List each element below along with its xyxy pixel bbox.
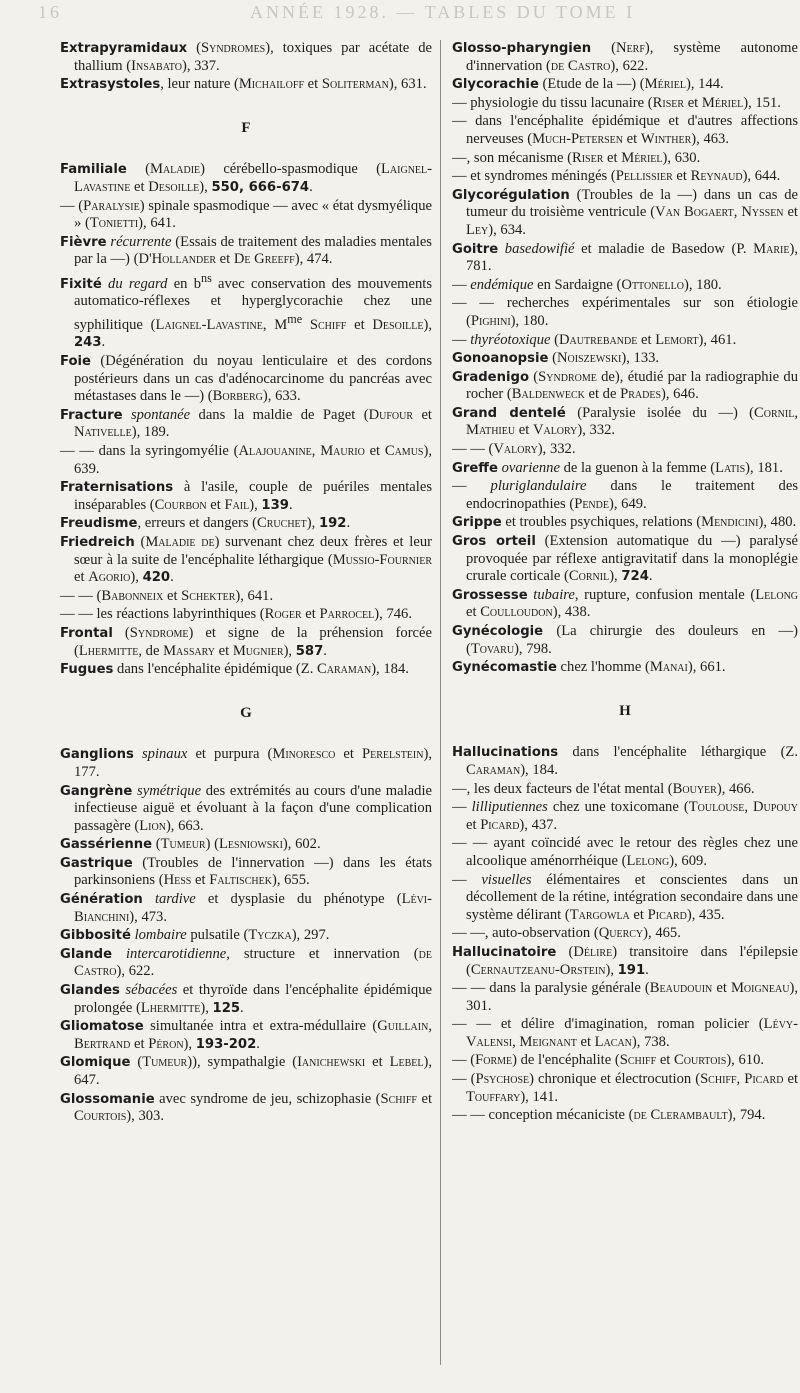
- index-entry: Gynécomastie chez l'homme (Manai), 661.: [452, 659, 726, 676]
- index-entry: — (Forme) de l'encéphalite (Schiff et Courtois), 610.: [452, 1052, 765, 1069]
- index-entry: — thyréotoxique (Dautrebande et Lemort), 461.: [452, 331, 737, 348]
- index-entry: Fixité du regard en $b^{ns}$ avec conservation des mouvements automatico-réflexes et hyperglycorachie chez une syphilitique (Laignel-Lavastine, $M^{me}$ Schiff et Desoille), 243.: [60, 270, 432, 351]
- index-entry: Extrasystoles, leur nature (Michailoff et Soliterman), 631.: [60, 76, 427, 93]
- index-entry: Goitre basedowifié et maladie de Basedow (P. Marie), 781.: [452, 240, 798, 275]
- index-entry: — — (Valory), 332.: [452, 441, 576, 458]
- index-entry: Glomique (Tumeur)), sympathalgie (Ianichewski et Lebel), 647.: [60, 1054, 432, 1088]
- index-entry: — — et délire d'imagination, roman policier (Lévy-Valensi, Meignant et Lacan), 738.: [452, 1016, 798, 1050]
- index-entry: Extrapyramidaux (Syndromes), toxiques par acétate de thallium (Insabato), 337.: [60, 40, 432, 74]
- index-entry: Fugues dans l'encéphalite épidémique (Z. Caraman), 184.: [60, 661, 409, 678]
- index-entry: — — recherches expérimentales sur son étiologie (Pighini), 180.: [452, 295, 798, 329]
- index-entry: — — (Babonneix et Schekter), 641.: [60, 587, 274, 604]
- index-entry: Glossomanie avec syndrome de jeu, schizophasie (Schiff et Courtois), 303.: [60, 1090, 432, 1125]
- right-column: [452, 40, 798, 1126]
- index-entry: — (Paralysie) spinale spasmodique — avec « état dysmyélique » (Tonietti), 641.: [60, 197, 432, 232]
- index-entry: — —, auto-observation (Quercy), 465.: [452, 925, 681, 942]
- index-entry: Gassérienne (Tumeur) (Lesniowski), 602.: [60, 836, 321, 853]
- section-letter: H: [619, 702, 631, 719]
- index-entry: Gastrique (Troubles de l'innervation —) dans les états parkinsoniens (Hess et Faltischek), 655.: [60, 854, 432, 889]
- index-entry: Gradenigo (Syndrome de), étudié par la radiographie du rocher (Baldenweck et de Prades), 646.: [452, 368, 798, 403]
- index-entry: Gibbosité lombaire pulsatile (Tyczka), 297.: [60, 927, 330, 944]
- index-entry: — et syndromes méningés (Pellissier et Reynaud), 644.: [452, 168, 781, 185]
- index-entry: Glandes sébacées et thyroïde dans l'encéphalite épidémique prolongée (Lhermitte), 125.: [60, 982, 432, 1016]
- index-entry: — visuelles élémentaires et conscientes dans un décollement de la rétine, intégration secondaire dans une système délirant (Targowla et Picard), 435.: [452, 871, 798, 923]
- index-entry: Foie (Dégénération du noyau lenticulaire et des cordons postérieurs dans un cas d'adénocarcinome du pancréas avec métastases dans le —) (Borberg), 633.: [60, 353, 432, 405]
- index-entry: Gynécologie (La chirurgie des douleurs en —) (Tovaru), 798.: [452, 623, 798, 657]
- section-letter: G: [240, 704, 252, 721]
- index-entry: — lilliputiennes chez une toxicomane (Toulouse, Dupouy et Picard), 437.: [452, 799, 798, 833]
- index-entry: Gonoanopsie (Noiszewski), 133.: [452, 350, 660, 367]
- index-entry: Familiale (Maladie) cérébello-spasmodique (Laignel-Lavastine et Desoille), 550, 666-674.: [60, 161, 432, 195]
- index-entry: — dans l'encéphalite épidémique et d'autres affections nerveuses (Much-Petersen et Winther), 463.: [452, 113, 798, 147]
- index-entry: — — dans la paralysie générale (Beaudouin et Moigneau), 301.: [452, 980, 798, 1014]
- index-entry: — endémique en Sardaigne (Ottonello), 180.: [452, 276, 722, 293]
- header-title: ANNÉE 1928. — TABLES DU TOME I: [250, 2, 636, 22]
- index-entry: Friedreich (Maladie de) survenant chez deux frères et leur sœur à la suite de l'encéphalite léthargique (Mussio-Fournier et Agorio), 420.: [60, 533, 432, 586]
- index-entry: Grossesse tubaire, rupture, confusion mentale (Lelong et Coulloudon), 438.: [452, 586, 798, 621]
- index-entry: —, son mécanisme (Riser et Mériel), 630.: [452, 149, 701, 166]
- index-entry: Gros orteil (Extension automatique du —) paralysé provoquée par réflexe antigravitatif dans la monoplégie crurale corticale (Cornil), 724.: [452, 533, 798, 585]
- index-entry: Greffe ovarienne de la guenon à la femme (Latis), 181.: [452, 459, 783, 476]
- index-entry: Gliomatose simultanée intra et extra-médullaire (Guillain, Bertrand et Péron), 193-202.: [60, 1018, 432, 1052]
- index-entry: Glande intercarotidienne, structure et innervation (de Castro), 622.: [60, 945, 432, 980]
- running-header: [0, 2, 800, 24]
- index-entry: Génération tardive et dysplasie du phénotype (Lévi-Bianchini), 473.: [60, 891, 432, 925]
- index-entry: Glycorachie (Etude de la —) (Mériel), 144.: [452, 76, 724, 93]
- index-entry: —, les deux facteurs de l'état mental (Bouyer), 466.: [452, 780, 755, 797]
- index-entry: Fracture spontanée dans la maldie de Paget (Dufour et Nativelle), 189.: [60, 406, 432, 441]
- section-letter: F: [241, 119, 251, 136]
- index-entry: — — conception mécaniciste (de Clerambault), 794.: [452, 1107, 766, 1124]
- index-entry: Glycorégulation (Troubles de la —) dans un cas de tumeur du troisième ventricule (Van Bogaert, Nyssen et Ley), 634.: [452, 186, 798, 238]
- page-number: 16: [38, 2, 62, 22]
- index-entry: — — dans la syringomyélie (Alajouanine, Maurio et Camus), 639.: [60, 443, 432, 477]
- index-entry: Hallucinatoire (Délire) transitoire dans l'épilepsie (Cernautzeanu-Orstein), 191.: [452, 943, 798, 978]
- index-entry: Freudisme, erreurs et dangers (Cruchet), 192.: [60, 515, 351, 532]
- index-entry: Frontal (Syndrome) et signe de la préhension forcée (Lhermitte, de Massary et Mugnier), 587.: [60, 624, 432, 659]
- left-column: [60, 40, 432, 1127]
- index-entry: — pluriglandulaire dans le traitement des endocrinopathies (Pende), 649.: [452, 478, 798, 512]
- index-entry: Grand dentelé (Paralysie isolée du —) (Cornil, Mathieu et Valory), 332.: [452, 404, 798, 439]
- index-entry: — (Psychose) chronique et électrocution (Schiff, Picard et Touffary), 141.: [452, 1071, 798, 1105]
- index-entry: Glosso-pharyngien (Nerf), système autonome d'innervation (de Castro), 622.: [452, 40, 798, 74]
- index-entry: Grippe et troubles psychiques, relations (Mendicini), 480.: [452, 514, 797, 531]
- index-entry: Fièvre récurrente (Essais de traitement des maladies mentales par la —) (D'Hollander et De Greeff), 474.: [60, 233, 432, 268]
- column-divider: [440, 40, 441, 1365]
- index-entry: — — ayant coïncidé avec le retour des règles chez une alcoolique aménorrhéique (Lelong), 609.: [452, 835, 798, 869]
- index-entry: — physiologie du tissu lacunaire (Riser et Mériel), 151.: [452, 94, 781, 111]
- index-entry: Fraternisations à l'asile, couple de puériles mentales inséparables (Courbon et Fail), 139.: [60, 479, 432, 513]
- index-entry: Ganglions spinaux et purpura (Minoresco et Perelstein), 177.: [60, 746, 432, 780]
- index-entry: — — les réactions labyrinthiques (Roger et Parrocel), 746.: [60, 606, 412, 623]
- index-entry: Gangrène symétrique des extrémités au cours d'une maladie infectieuse aiguë et évoluant à la façon d'une complication passagère (Lion), 663.: [60, 782, 432, 834]
- index-entry: Hallucinations dans l'encéphalite léthargique (Z. Caraman), 184.: [452, 744, 798, 778]
